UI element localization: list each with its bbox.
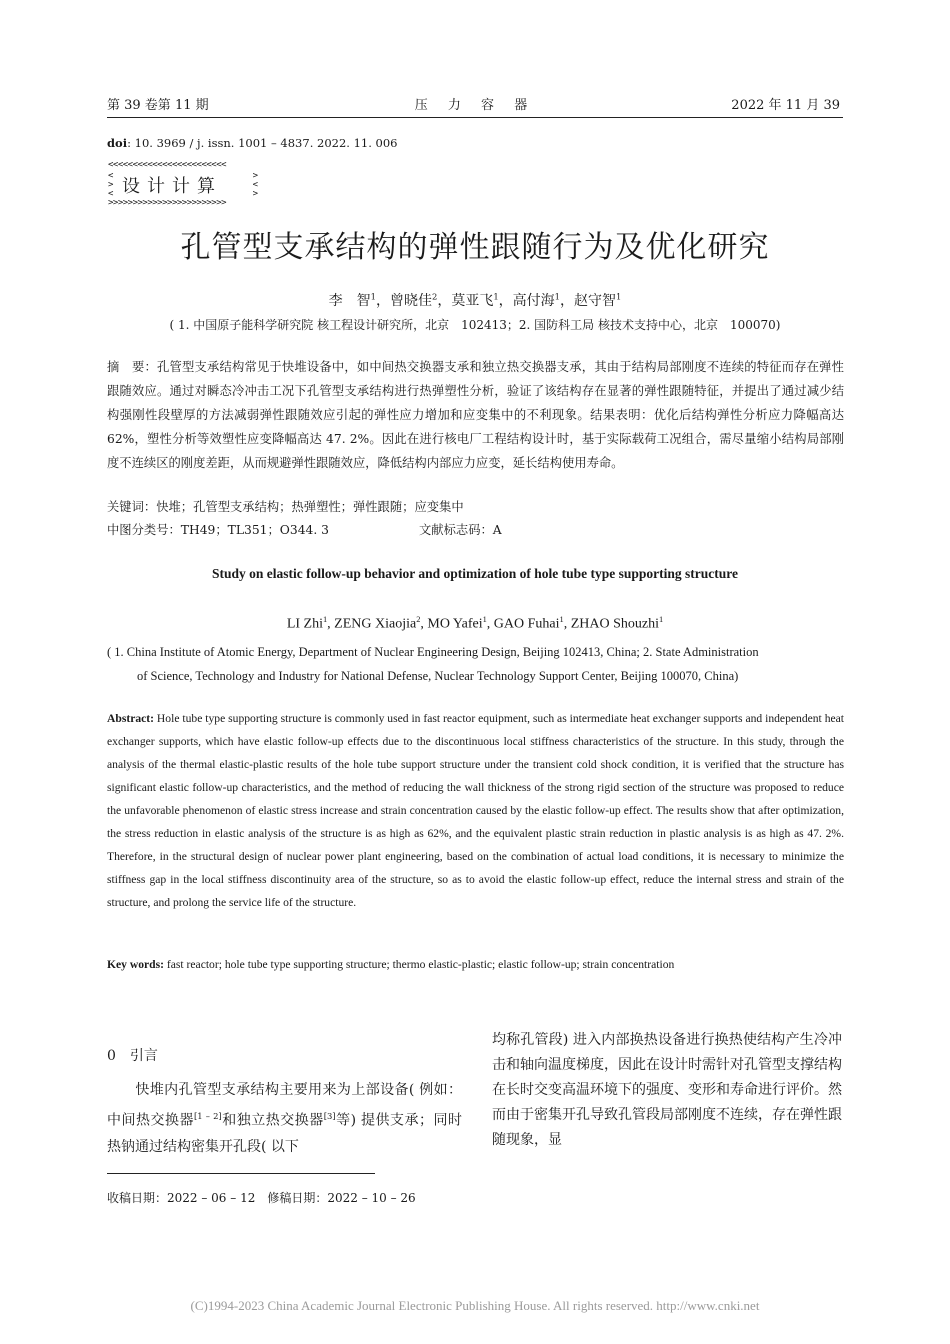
- column-label-box: [108, 160, 258, 210]
- authors-en: LI Zhi$^1$, ZENG Xiaojia$^2$, MO Yafei$^1$, GAO Fuhai$^1$, ZHAO Shouzhi$^1$: [286, 615, 664, 632]
- keywords-cn-text: 快堆；孔管型支承结构；热弹塑性；弹性跟随；应变集中: [156, 500, 464, 514]
- footnote-rule: [107, 1173, 375, 1174]
- affiliation-cn: ( 1. 中国原子能科学研究院 核工程设计研究所，北京 102413；2. 国防科工局 核技术支持中心，北京 100070): [169, 318, 781, 332]
- affiliation-en-line1: ( 1. China Institute of Atomic Energy, Department of Nuclear Engineering Design, Beijing 102413, China; 2. State Administration: [107, 645, 759, 659]
- body-left-text-2: 和独立热交换器: [221, 1112, 324, 1129]
- clc-value: TH49；TL351；O344. 3: [180, 523, 329, 537]
- header-journal: 压 力 容 器: [414, 98, 536, 113]
- doi-label: doi: [107, 136, 128, 150]
- author-sup: 1: [659, 615, 664, 624]
- column-label: 设计计算: [122, 176, 222, 197]
- author-sup: 1: [559, 615, 564, 624]
- keywords-en-text: fast reactor; hole tube type supporting structure; thermo elastic-plastic; elastic follow-up; strain concentration: [164, 958, 675, 971]
- author-sup: 1: [554, 291, 561, 302]
- author-cn: 莫亚飞: [451, 293, 494, 309]
- author-cn: 赵守智: [574, 293, 617, 309]
- doi-line: [107, 136, 397, 150]
- doc-code-label: 文献标志码：: [419, 523, 493, 537]
- column-border-left: < > <: [108, 171, 114, 199]
- doc-code-value: A: [492, 523, 502, 537]
- classification-cn: [107, 520, 502, 538]
- column-border-top: <<<<<<<<<<<<<<<<<<<<<<<<: [108, 160, 227, 170]
- author-cn: 曾晓佳: [389, 293, 432, 309]
- section-heading: 0 引言: [107, 1048, 158, 1064]
- abstract-en-label: Abstract:: [107, 712, 155, 725]
- citation-3: [3]: [323, 1111, 336, 1121]
- body-right-column: 均称孔管段) 进入内部换热设备进行换热使结构产生冷冲击和轴向温度梯度，因此在设计时需针对孔管型支撑结构在长时交变高温环境下的强度、变形和寿命进行评价。然而由于密集开孔导致孔管段局部刚度不连续，存在弹性跟随现象，显: [492, 1032, 842, 1148]
- paper-title-en: Study on elastic follow-up behavior and optimization of hole tube type supporting structure: [211, 566, 739, 581]
- author-cn: 李 智: [328, 293, 371, 309]
- author-sup: 1: [370, 291, 376, 302]
- abstract-en-text: Hole tube type supporting structure is commonly used in fast reactor equipment, such as intermediate heat exchanger supports and independent heat exchanger supports, which have elastic follow-up effects due to the discontinuous local stiffness characteristics of the structure. In this study, through the analysis of the thermal elastic-plastic results of the hole tube support structure under the transient cold shock condition, it is verified that the structure has significant elastic follow-up characteristics, and the method of reducing the wall thickness of the strong rigid section of the structure was proposed to reduce the unfavorable phenomenon of elastic stress increase and strain concentration caused by the elastic follow-up effect. The results show that after optimization, the stress reduction in elastic analysis of the structure is as high as 62%, and the equivalent plastic strain reduction in plastic analysis is as high as 47. 2%. Therefore, in the structural design of nuclear power plant engineering, based on the combination of actual load conditions, it is necessary to minimize the stiffness gap in the local stiffness discontinuity area of the structure, so as to avoid the elastic follow-up effect, reduce the internal stress and strain of the structure, and prolong the service life of the structure.: [107, 712, 844, 909]
- author-en: MO Yafei: [427, 616, 483, 632]
- copyright-watermark: (C)1994-2023 China Academic Journal Electronic Publishing House. All rights reserved. http://www.cnki.net: [190, 1298, 760, 1313]
- author-sup: 1: [493, 291, 499, 302]
- author-en: ZENG Xiaojia: [334, 616, 417, 632]
- affiliation-en-line2: of Science, Technology and Industry for National Defense, Nuclear Technology Support Center, Beijing 100070, China): [137, 669, 739, 683]
- body-left-text-3: 等) 提供支承；同时热钠通过结构密集开孔段( 以下: [107, 1112, 462, 1155]
- header-date-page: 2022 年 11 月 39: [731, 98, 840, 113]
- keywords-en: [107, 958, 674, 971]
- abstract-cn-text: 孔管型支承结构常见于快堆设备中，如中间热交换器支承和独立热交换器支承，其由于结构局部刚度不连续的特征而存在弹性跟随效应。通过对瞬态冷冲击工况下孔管型支承结构进行热弹塑性分析，验证了该结构存在显著的弹性跟随特征，并提出了通过减少结构强刚性段壁厚的方法减弱弹性跟随效应引起的弹性应力增加和应变集中的不利现象。结果表明：优化后结构弹性分析应力降幅高达 62%，塑性分析等效塑性应变降幅高达 47. 2%。因此在进行核电厂工程结构设计时，基于实际载荷工况组合，需尽量缩小结构局部刚度不连续区的刚度差距，从而规避弹性跟随效应，降低结构内部应力应变，延长结构使用寿命。: [107, 360, 844, 470]
- keywords-cn-label: 关键词：: [107, 500, 157, 514]
- author-en: LI Zhi: [286, 616, 323, 632]
- clc-label: 中图分类号：: [107, 523, 181, 537]
- keywords-cn: [107, 497, 464, 515]
- author-en: GAO Fuhai: [493, 616, 560, 632]
- footnote-dates: 收稿日期：2022 – 06 – 12 修稿日期：2022 – 10 – 26: [107, 1191, 416, 1205]
- doi-value: : 10. 3969 / j. issn. 1001 – 4837. 2022. 11. 006: [127, 136, 398, 150]
- keywords-en-label: Key words:: [107, 958, 164, 971]
- author-sup: 2: [431, 291, 438, 302]
- author-sup: 1: [322, 615, 328, 624]
- author-sup: 2: [416, 615, 421, 624]
- author-sup: 1: [482, 615, 487, 624]
- authors-cn: 李 智$^1$，曾晓佳$^2$，莫亚飞$^1$，高付海$^1$，赵守智$^1$: [328, 291, 622, 309]
- header-volume: 第 39 卷第 11 期: [107, 98, 209, 113]
- header-rule: [107, 117, 843, 118]
- body-left-column: [107, 1077, 462, 1160]
- author-sup: 1: [616, 291, 622, 302]
- author-cn: 高付海: [512, 293, 555, 309]
- abstract-cn-label: 摘 要：: [107, 360, 157, 374]
- citation-1-2: [1 – 2]: [194, 1111, 222, 1121]
- author-en: ZHAO Shouzhi: [570, 616, 659, 632]
- affiliation-en: [107, 640, 844, 688]
- abstract-cn: [107, 355, 844, 475]
- paper-title-cn: 孔管型支承结构的弹性跟随行为及优化研究: [180, 230, 770, 265]
- column-border-right: > < >: [252, 171, 258, 199]
- column-border-bottom: >>>>>>>>>>>>>>>>>>>>>>>>: [108, 198, 227, 208]
- body-left-text-1: 快堆内孔管型支承结构主要用来为上部设备( 例如：中间热交换器: [107, 1082, 462, 1129]
- abstract-en: [107, 707, 844, 914]
